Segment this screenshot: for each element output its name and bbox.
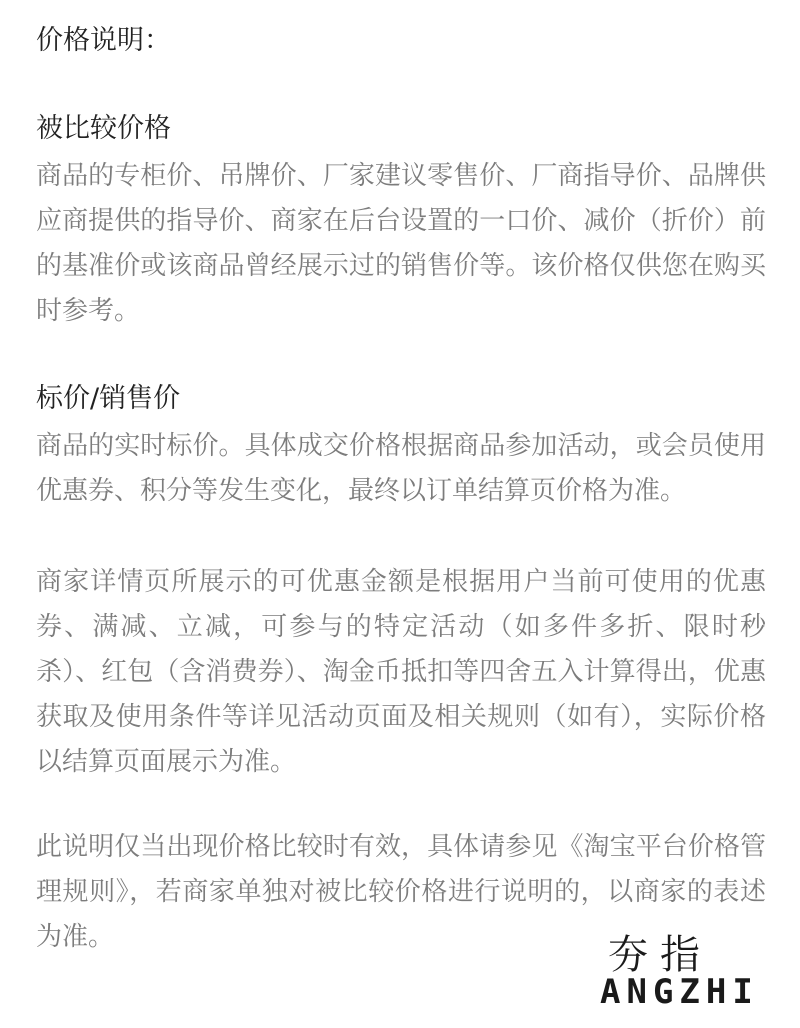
section-body-compared-price: 商品的专柜价、吊牌价、厂家建议零售价、厂商指导价、品牌供应商提供的指导价、商家在后台设置的一口价、减价（折价）前的基准价或该商品曾经展示过的销售价等。该价格仅供您在购买时参考。 [36, 161, 766, 326]
discount-amount-text: 商家详情页所展示的可优惠金额是根据用户当前可使用的优惠券、满减、立减，可参与的特定活动（如多件多折、限时秒杀）、红包（含消费券）、淘金币抵扣等四舍五入计算得出，优惠获取及使用条件等详见活动页面及相关规则（如有），实际价格以结算页面展示为准。 [36, 567, 766, 777]
price-explanation-page [36, 22, 766, 1000]
discount-amount-note [36, 560, 766, 785]
section-body-list-price: 商品的实时标价。具体成交价格根据商品参加活动，或会员使用优惠券、积分等发生变化，最终以订单结算页价格为准。 [36, 431, 766, 506]
watermark-cn-text: 夯指 [608, 932, 712, 978]
section-heading-list-price: 标价/销售价 [36, 383, 181, 414]
page-title: 价格说明： [36, 25, 171, 56]
section-compared-price [36, 110, 766, 334]
section-list-price [36, 380, 766, 514]
watermark-en-text: ANGZHI [600, 972, 759, 1012]
watermark [598, 934, 788, 1010]
validity-text: 此说明仅当出现价格比较时有效，具体请参见《淘宝平台价格管理规则》，若商家单独对被比较价格进行说明的，以商家的表述为准。 [36, 832, 766, 952]
section-heading-compared-price: 被比较价格 [36, 113, 171, 144]
